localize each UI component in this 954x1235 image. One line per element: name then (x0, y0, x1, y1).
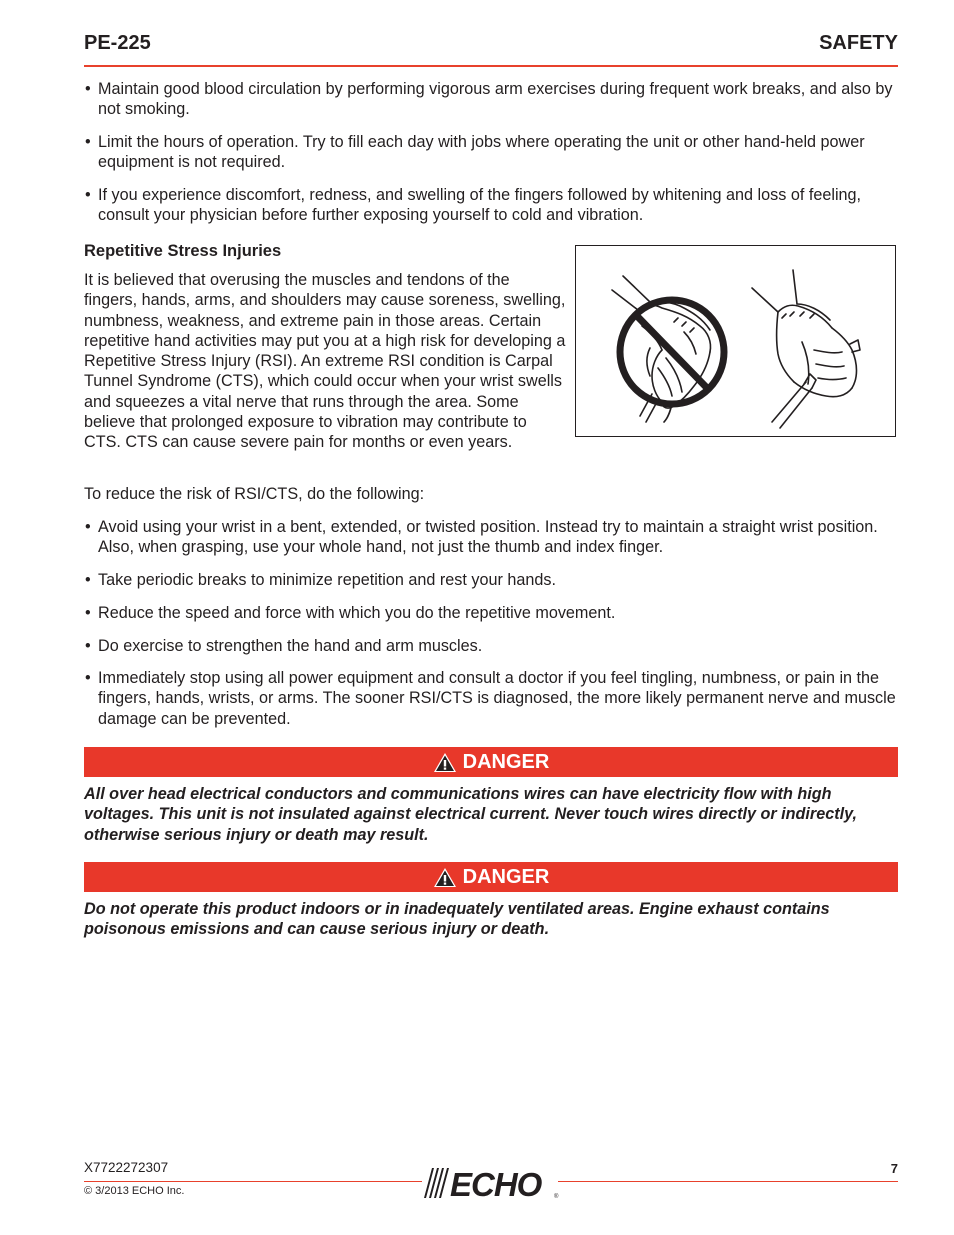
wrist-illustration-icon (576, 246, 897, 438)
model-title: PE-225 (84, 32, 151, 54)
danger-message: Do not operate this product indoors or in inadequately ventilated areas. Engine exhaust contains poisonous emissions and can cause serious injury or death. (84, 900, 830, 939)
document-code: X7722272307 (84, 1160, 169, 1175)
list-item: • Take periodic breaks to minimize repetition and rest your hands. (84, 570, 898, 590)
bullet-text: Immediately stop using all power equipment and consult a doctor if you feel tingling, numbness, or pain in the fingers, hands, wrists, or arms. The sooner RSI/CTS is diagnosed, the more likely permanent nerve and muscle damage can be prevented. (98, 669, 896, 728)
danger-banner (84, 862, 898, 892)
list-item: • Do exercise to strengthen the hand and arm muscles. (84, 636, 898, 656)
echo-logo (420, 1166, 562, 1205)
page-number: 7 (890, 1161, 898, 1176)
bullet-text: Maintain good blood circulation by performing vigorous arm exercises during frequent work breaks, and also by not smoking. (98, 80, 893, 119)
rsi-paragraph: It is believed that overusing the muscles and tendons of the fingers, hands, arms, and shoulders may cause soreness, swelling, numbness, weakness, and extreme pain in those areas. Certain repetitive hand activities may put you at a high risk for developing a Repetitive Stress Injury (RSI). An extreme RSI condition is Carpal Tunnel Syndrome (CTS), which could occur when your wrist swells and squeezes a vital nerve that runs through the area. Some believe that prolonged exposure to vibration may contribute to CTS. CTS can cause severe pain for months or even years. (84, 271, 566, 452)
echo-logo-icon (420, 1166, 562, 1200)
section-heading: Repetitive Stress Injuries (84, 242, 282, 260)
copyright: © 3/2013 ECHO Inc. (84, 1185, 185, 1197)
bullet-text: Limit the hours of operation. Try to fill each day with jobs where operating the unit or other hand-held power equipment is not required. (98, 133, 865, 172)
bullet-text: Avoid using your wrist in a bent, extended, or twisted position. Instead try to maintain a straight wrist position. Also, when grasping, use your whole hand, not just the thumb and index finger. (98, 518, 878, 557)
warning-triangle-icon (433, 867, 457, 888)
warning-triangle-icon (433, 752, 457, 773)
list-item: • Limit the hours of operation. Try to fill each day with jobs where operating the unit or other hand-held power equipment is not required. (84, 132, 898, 173)
section-title: SAFETY (819, 32, 898, 54)
bullet-text: If you experience discomfort, redness, and swelling of the fingers followed by whitening and loss of feeling, consult your physician before further exposing yourself to cold and vibration. (98, 186, 862, 225)
list-item: • Avoid using your wrist in a bent, extended, or twisted position. Instead try to maintain a straight wrist position. Also, when grasping, use your whole hand, not just the thumb and index finger. (84, 517, 898, 558)
wrist-position-illustration (575, 245, 896, 437)
bullet-text: Reduce the speed and force with which you do the repetitive movement. (98, 604, 616, 622)
list-item: • Immediately stop using all power equipment and consult a doctor if you feel tingling, numbness, or pain in the fingers, hands, wrists, or arms. The sooner RSI/CTS is diagnosed, the more likely permanent nerve and muscle damage can be prevented. (84, 668, 898, 729)
rsi-intro: To reduce the risk of RSI/CTS, do the following: (84, 485, 425, 503)
danger-banner (84, 747, 898, 777)
danger-message: All over head electrical conductors and communications wires can have electricity flow with high voltages. This unit is not insulated against electrical current. Never touch wires directly or indirectly, otherwise serious injury or death may result. (84, 785, 858, 844)
danger-label: DANGER (462, 750, 550, 773)
bullet-text: Take periodic breaks to minimize repetition and rest your hands. (98, 571, 556, 589)
footer-divider (84, 1181, 422, 1182)
list-item: • Reduce the speed and force with which you do the repetitive movement. (84, 603, 898, 623)
svg-text:®: ® (554, 1194, 559, 1200)
svg-text:ECHO: ECHO (450, 1166, 542, 1200)
bullet-text: Do exercise to strengthen the hand and arm muscles. (98, 637, 483, 655)
header-divider (84, 65, 898, 67)
list-item: • If you experience discomfort, redness, and swelling of the fingers followed by whitening and loss of feeling, consult your physician before further exposing yourself to cold and vibration. (84, 185, 898, 226)
list-item: • Maintain good blood circulation by performing vigorous arm exercises during frequent work breaks, and also by not smoking. (84, 79, 898, 120)
footer-divider (558, 1181, 898, 1182)
danger-label: DANGER (462, 865, 550, 888)
